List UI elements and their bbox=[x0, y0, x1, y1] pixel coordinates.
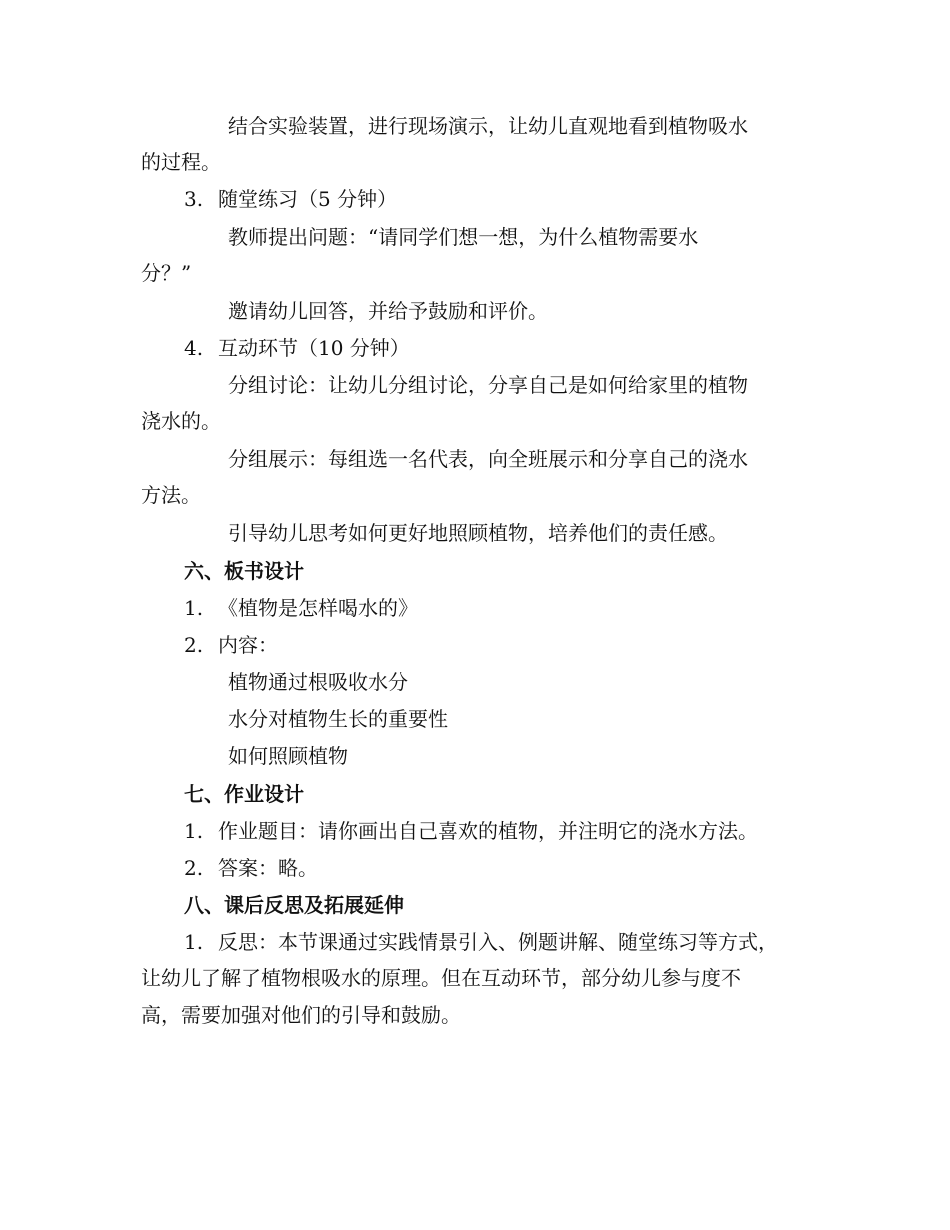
list-item-3 bbox=[184, 185, 397, 213]
paragraph-discussion-line2: 浇水的。 bbox=[141, 409, 221, 433]
section-heading-8: 八、课后反思及拓展延伸 bbox=[184, 893, 404, 917]
list-number: 2. bbox=[184, 633, 204, 657]
paragraph-question-line1: 教师提出问题：“请同学们想一想，为什么植物需要水 bbox=[228, 225, 699, 249]
paragraph-display-line2: 方法。 bbox=[141, 483, 201, 507]
list-text: 反思：本节课通过实践情景引入、例题讲解、随堂练习等方式， bbox=[218, 930, 778, 954]
paragraph-demo-line2: 的过程。 bbox=[141, 150, 221, 174]
list-text: 《植物是怎样喝水的》 bbox=[218, 596, 418, 620]
list-number: 3. bbox=[184, 187, 204, 211]
list-text: 内容： bbox=[218, 633, 278, 657]
reflection-item-1 bbox=[184, 928, 778, 956]
list-item-4 bbox=[184, 334, 410, 362]
board-subitem-1: 植物通过根吸收水分 bbox=[228, 670, 408, 694]
reflection-line3: 高，需要加强对他们的引导和鼓励。 bbox=[141, 1003, 461, 1027]
paragraph-question-line2: 分？” bbox=[141, 261, 192, 285]
board-item-1 bbox=[184, 594, 418, 622]
reflection-line2: 让幼儿了解了植物根吸水的原理。但在互动环节，部分幼儿参与度不 bbox=[141, 966, 741, 990]
section-heading-6: 六、板书设计 bbox=[184, 559, 304, 583]
list-number: 2. bbox=[184, 856, 204, 880]
list-text: 互动环节（10 分钟） bbox=[218, 336, 410, 360]
paragraph-display-line1: 分组展示：每组选一名代表，向全班展示和分享自己的浇水 bbox=[228, 447, 748, 471]
paragraph-guide: 引导幼儿思考如何更好地照顾植物，培养他们的责任感。 bbox=[228, 521, 728, 545]
list-number: 1. bbox=[184, 930, 204, 954]
paragraph-discussion-line1: 分组讨论：让幼儿分组讨论，分享自己是如何给家里的植物 bbox=[228, 373, 748, 397]
list-number: 1. bbox=[184, 596, 204, 620]
board-subitem-2: 水分对植物生长的重要性 bbox=[228, 707, 448, 731]
list-text: 作业题目：请你画出自己喜欢的植物，并注明它的浇水方法。 bbox=[218, 819, 758, 843]
paragraph-demo-line1: 结合实验装置，进行现场演示，让幼儿直观地看到植物吸水 bbox=[228, 114, 748, 138]
board-subitem-3: 如何照顾植物 bbox=[228, 744, 348, 768]
list-number: 1. bbox=[184, 819, 204, 843]
list-text: 答案：略。 bbox=[218, 856, 318, 880]
list-text: 随堂练习（5 分钟） bbox=[218, 187, 398, 211]
board-item-2 bbox=[184, 631, 278, 659]
paragraph-invite: 邀请幼儿回答，并给予鼓励和评价。 bbox=[228, 299, 548, 323]
homework-item-2 bbox=[184, 854, 318, 882]
section-heading-7: 七、作业设计 bbox=[184, 782, 304, 806]
list-number: 4. bbox=[184, 336, 204, 360]
homework-item-1 bbox=[184, 817, 758, 845]
